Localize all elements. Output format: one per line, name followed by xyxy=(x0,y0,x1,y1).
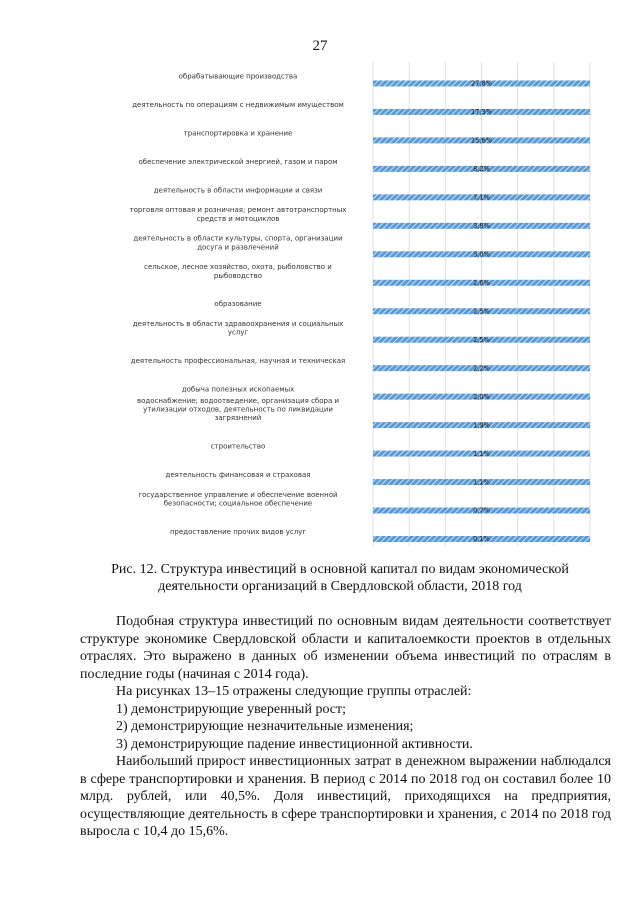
data-label: 2,5% xyxy=(473,335,490,344)
category-label xyxy=(166,471,311,479)
category-label xyxy=(138,491,337,508)
investment-structure-chart xyxy=(78,58,608,553)
category-label xyxy=(144,263,332,280)
data-label: 7,1% xyxy=(473,193,490,202)
category-label-line: загрязнений xyxy=(214,414,262,423)
category-label xyxy=(137,397,339,422)
category-label-line: средств и мотоциклов xyxy=(196,214,280,223)
category-label-line: деятельность в области здравоохранения и социальных xyxy=(132,320,344,329)
category-label-line: рыбоводство xyxy=(213,271,263,280)
category-label xyxy=(132,101,344,109)
category-label xyxy=(214,300,261,308)
category-label xyxy=(131,357,346,365)
data-label: 2,0% xyxy=(473,392,490,401)
body-text xyxy=(80,613,611,841)
data-label: 2,6% xyxy=(473,278,490,287)
category-label-line: торговля оптовая и розничная; ремонт автотранспортных xyxy=(129,206,347,215)
data-label: 2,5% xyxy=(473,307,490,316)
category-label-line: сельское, лесное хозяйство, охота, рыболовство и xyxy=(144,263,332,272)
category-label-line: деятельность в области информации и связи xyxy=(153,186,323,195)
category-label-line: государственное управление и обеспечение военной xyxy=(138,490,338,499)
category-label-line: деятельность по операциям с недвижимым имуществом xyxy=(132,100,344,109)
category-label xyxy=(154,186,323,194)
paragraph: Подобная структура инвестиций по основным видам деятельности соответствует структуре экономике Свердловской области и капиталоемкости проектов в отдельных отраслях. Это выражено в данных об изменении объема инвестиций по отраслям в последние годы (начиная с 2014 года). xyxy=(80,614,611,682)
category-label-line: досуга и развлечений xyxy=(197,243,279,252)
data-label: 8,2% xyxy=(473,165,490,174)
category-label xyxy=(179,72,298,80)
category-label-line: утилизации отходов, деятельность по ликвидации xyxy=(143,405,333,414)
category-label xyxy=(182,386,294,394)
data-label: 27,8% xyxy=(471,79,492,88)
figure-caption: Рис. 12. Структура инвестиций в основной капитал по видам экономической деятельности организаций в Свердловской области, 2018 год xyxy=(111,562,569,594)
data-label: 3,0% xyxy=(473,250,490,259)
category-label-line: предоставление прочих видов услуг xyxy=(169,528,307,536)
category-label xyxy=(184,129,293,137)
data-label: 1,1% xyxy=(473,449,490,458)
category-label-line: деятельность финансовая и страховая xyxy=(165,471,311,480)
paragraph: На рисунках 13–15 отражены следующие группы отраслей: xyxy=(116,684,472,699)
page-number: 27 xyxy=(312,38,328,54)
data-label: 17,3% xyxy=(471,108,492,117)
category-label xyxy=(133,320,344,337)
data-label: 3,8% xyxy=(473,222,490,231)
category-label xyxy=(170,528,306,536)
category-label-line: обрабатывающие производства xyxy=(178,72,298,81)
list-item: 3) демонстрирующие падение инвестиционной активности. xyxy=(116,736,473,752)
grid-lines xyxy=(373,62,590,546)
list-item: 2) демонстрирующие незначительные изменения; xyxy=(116,719,414,734)
category-label xyxy=(133,235,342,252)
data-label: 1,9% xyxy=(473,421,490,430)
category-label-line: обеспечение электрической энергией, газом и паром xyxy=(138,157,338,166)
category-label-line: водоснабжение; водоотведение, организация сбора и xyxy=(136,396,340,405)
category-label-line: деятельность в области культуры, спорта, организации xyxy=(133,234,343,243)
category-label-line: образование xyxy=(214,300,262,309)
data-label: 2,2% xyxy=(473,364,490,373)
category-label-line: строительство xyxy=(210,442,266,451)
category-labels xyxy=(130,72,347,536)
category-label-line: безопасности; социальное обеспечение xyxy=(163,499,313,508)
category-label-line: услуг xyxy=(227,328,249,337)
data-label: 1,1% xyxy=(473,478,490,487)
category-label xyxy=(211,443,266,451)
category-label-line: деятельность профессиональная, научная и техническая xyxy=(130,357,346,366)
paragraph: Наибольший прирост инвестиционных затрат в денежном выражении наблюдался в сфере транспортировки и хранения. В период с 2014 по 2018 год он составил более 10 млрд. рублей, или 40,5%. Доля инвестиций, приходящихся на предприятия, осуществляющие деятельность в сфере транспортировки и хранения, с 2014 по 2018 год выросла с 10,4 до 15,6%. xyxy=(80,754,611,839)
data-label: 0,1% xyxy=(473,535,490,544)
data-label: 0,7% xyxy=(473,506,490,515)
category-label-line: транспортировка и хранение xyxy=(183,129,293,138)
list-item: 1) демонстрирующие уверенный рост; xyxy=(116,701,347,717)
bar-chart-svg xyxy=(78,58,608,553)
category-label xyxy=(130,206,347,223)
data-label: 15,6% xyxy=(471,136,492,145)
category-label xyxy=(138,158,337,166)
category-label-line: добыча полезных ископаемых xyxy=(181,385,295,394)
